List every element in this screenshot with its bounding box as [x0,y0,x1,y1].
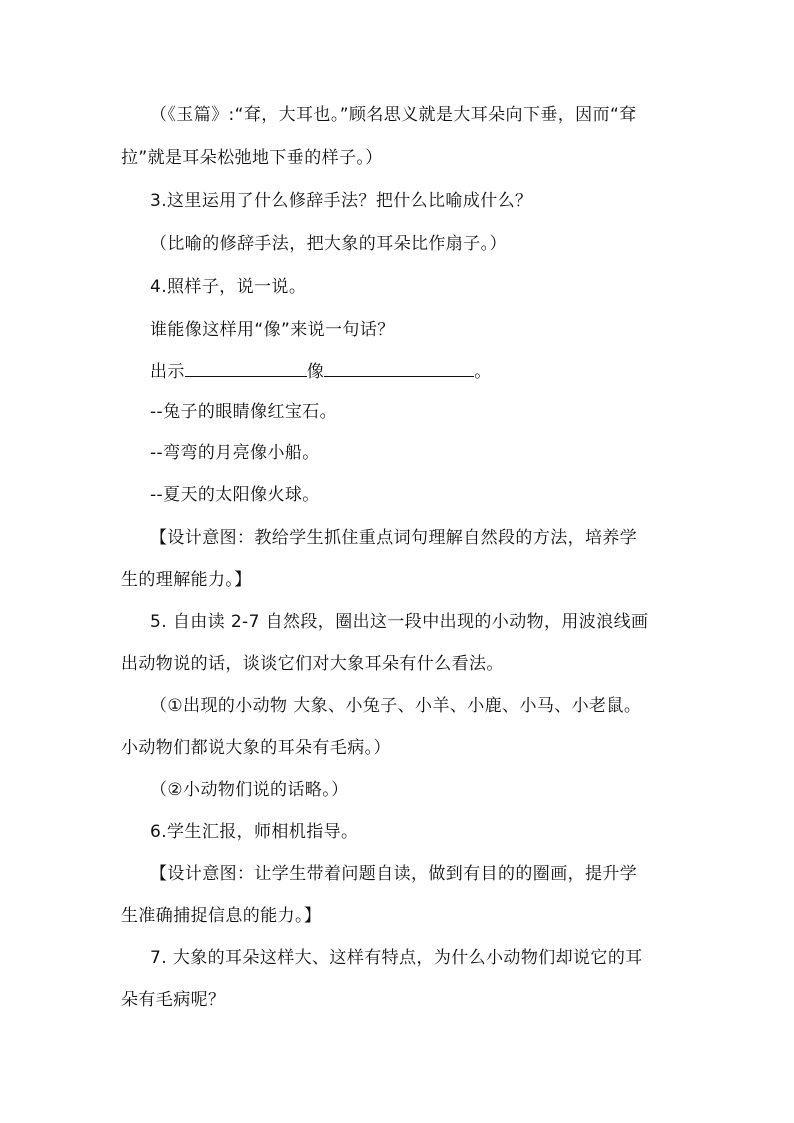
example-3: --夏天的太阳像火球。 [150,485,320,505]
design-intent-2-line-2: 生准确捕捉信息的能力。】 [121,906,322,926]
answer-3: （比喻的修辞手法，把大象的耳朵比作扇子。） [150,234,507,254]
example-2: --弯弯的月亮像小船。 [150,443,320,463]
question-7-line-2: 朵有毛病呢？ [121,990,226,1010]
question-5-line-1: 5. 自由读 2-7 自然段，圈出这一段中出现的小动物，用波浪线画 [150,612,649,632]
fill-in-blank-2 [324,360,474,377]
fill-in-middle: 像 [306,362,325,382]
question-7-line-1: 7. 大象的耳朵这样大、这样有特点，为什么小动物们却说它的耳 [150,948,643,968]
answer-5-line-2: 小动物们都说大象的耳朵有毛病。） [121,738,391,758]
design-intent-2-line-1: 【设计意图：让学生带着问题自读，做到有目的的圈画，提升学 [150,864,638,884]
design-intent-1-line-2: 生的理解能力。】 [121,570,252,590]
question-3: 3.这里运用了什么修辞手法？把什么比喻成什么？ [150,191,533,211]
fill-in-prefix: 出示 [150,362,185,382]
design-intent-1-line-1: 【设计意图：教给学生抓住重点词句理解自然段的方法，培养学 [150,528,638,548]
example-1: --兔子的眼睛像红宝石。 [150,402,338,422]
paragraph-line-2: 拉”就是耳朵松弛地下垂的样子。） [121,148,383,168]
fill-in-suffix: 。 [474,362,492,382]
paragraph-line-1: （《玉篇》:“耷，大耳也。”顾名思义就是大耳朵向下垂，因而“耷 [150,105,637,125]
fill-in-sentence [150,360,492,383]
question-5-line-2: 出动物说的话，谈谈它们对大象耳朵有什么看法。 [121,654,504,674]
question-4: 4.照样子，说一说。 [150,277,307,297]
answer-5-line-1: （①出现的小动物 大象、小兔子、小羊、小鹿、小马、小老鼠。 [150,696,642,716]
prompt-line: 谁能像这样用“像”来说一句话？ [150,320,395,340]
fill-in-blank-1 [185,360,307,377]
step-6: 6.学生汇报，师相机指导。 [150,822,359,842]
answer-5-part-2: （②小动物们说的话略。） [150,780,349,800]
